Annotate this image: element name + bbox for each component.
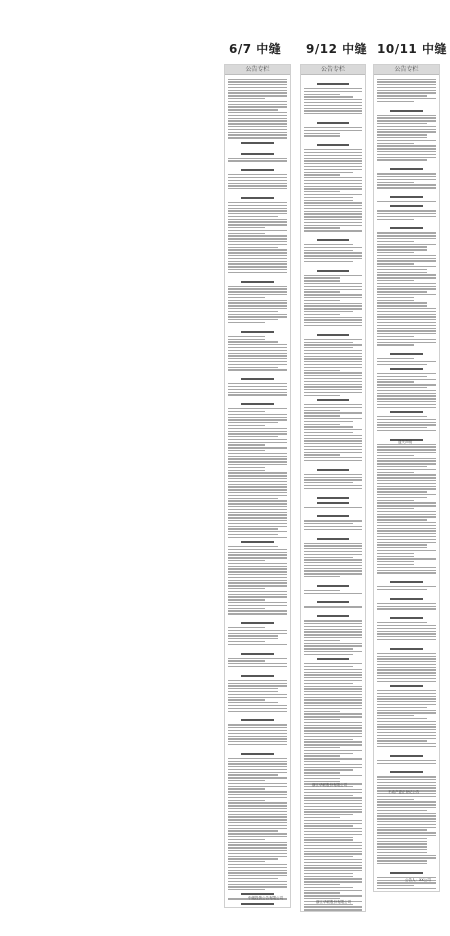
strip-text-3 [374,75,439,892]
strip-header-1: 公告专栏 [225,65,290,75]
strip-3-footer: 公告人：XX公司 [405,878,431,882]
strip-1-footer: 中级投资公告有限公司 [248,896,283,900]
newspaper-strip-3 [373,64,440,892]
column-title-3: 10/11 中缝 [377,42,447,56]
strip-3-mid-heading: 遗失声明 [398,440,412,444]
column-title-1: 6/7 中缝 [229,42,282,56]
strip-header-3: 公告专栏 [374,65,439,75]
strip-header-2: 公告专栏 [301,65,365,75]
strip-2-mid-heading: 浙江华联股份有限公司 [312,783,347,787]
strip-2-footer: 浙江华联股份有限公司 [316,900,351,904]
strip-3-bottom-heading: 不动产更正登记公告 [388,790,420,794]
strip-text-1 [225,75,290,908]
column-title-2: 9/12 中缝 [306,42,368,56]
newspaper-strip-1 [224,64,291,908]
